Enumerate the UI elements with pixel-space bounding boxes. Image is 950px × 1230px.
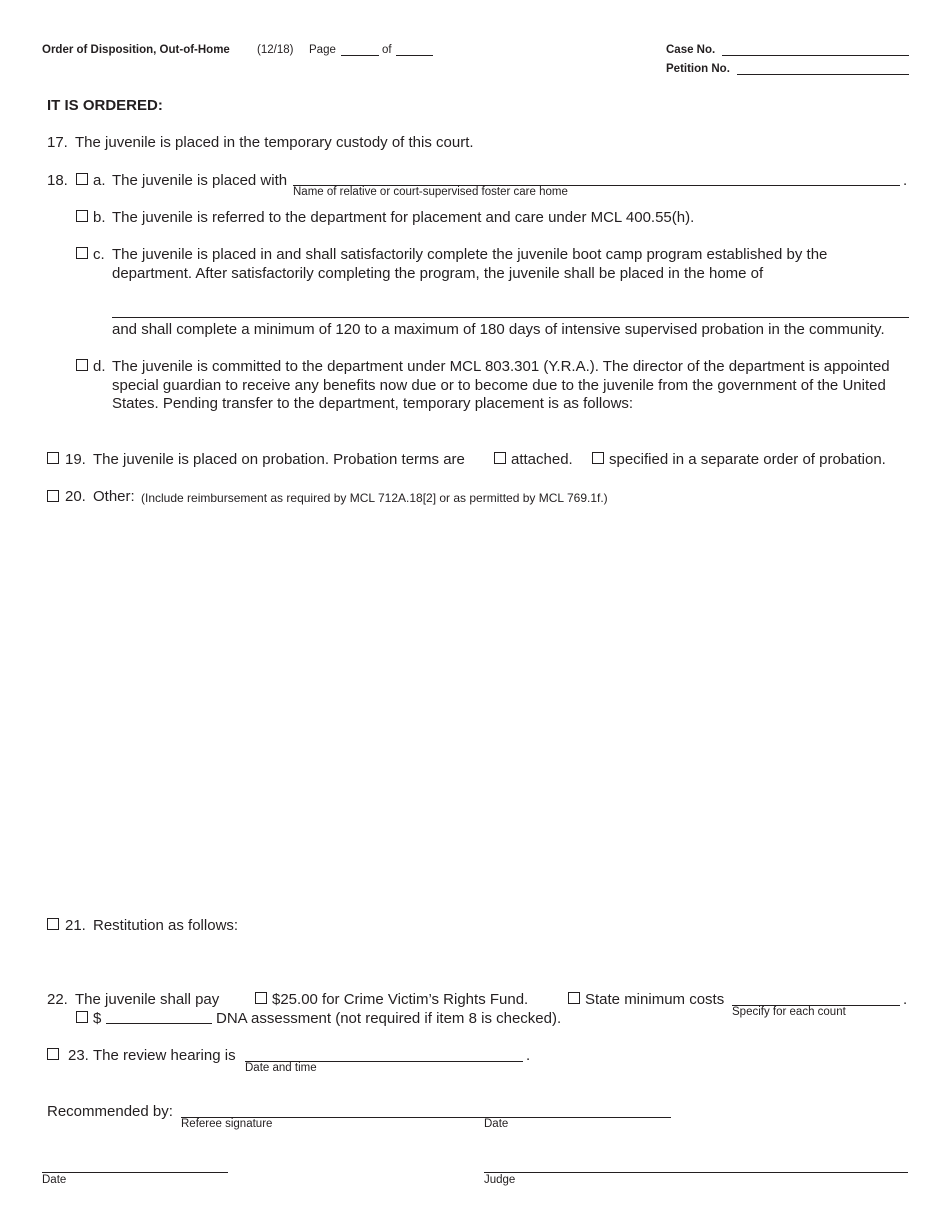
judge-date-caption: Date (42, 1174, 67, 1186)
judge-date-field[interactable] (42, 1172, 228, 1173)
item-20-checkbox[interactable] (47, 490, 59, 502)
item-21-checkbox[interactable] (47, 918, 59, 930)
item-20-number: 20. (65, 488, 86, 505)
state-minimum-costs-checkbox[interactable] (568, 992, 580, 1004)
case-no-field[interactable] (722, 55, 909, 56)
item-18a-caption: Name of relative or court-supervised foster care home (293, 186, 568, 198)
state-minimum-costs-period: . (903, 991, 908, 1008)
item-21-number: 21. (65, 917, 86, 934)
probation-separate-order-checkbox[interactable] (592, 452, 604, 464)
item-21-text: Restitution as follows: (93, 917, 239, 934)
probation-attached-checkbox[interactable] (494, 452, 506, 464)
case-no-label: Case No. (666, 44, 716, 56)
petition-no-label: Petition No. (666, 63, 730, 75)
item-18b-text: The juvenile is referred to the department for placement and care under MCL 400.55(h). (112, 209, 695, 226)
item-19-number: 19. (65, 451, 86, 468)
referee-signature-caption: Referee signature (181, 1118, 273, 1130)
review-hearing-caption: Date and time (245, 1062, 317, 1074)
petition-no-field[interactable] (737, 74, 909, 75)
item-18d-letter: d. (93, 358, 106, 375)
item-18d-checkbox[interactable] (76, 359, 88, 371)
dna-assessment-label: DNA assessment (not required if item 8 is checked). (216, 1010, 562, 1027)
item-22-number: 22. (47, 991, 68, 1008)
item-18c-text: The juvenile is placed in and shall satisfactorily complete the juvenile boot camp program established by the department. After satisfactorily completing the program, the juvenile shall be placed in the home of (112, 246, 828, 282)
dna-assessment-checkbox[interactable] (76, 1011, 88, 1023)
item-22-text: The juvenile shall pay (75, 991, 220, 1008)
item-17-number: 17. (47, 134, 68, 151)
item-23-text: The review hearing is (93, 1047, 236, 1064)
crime-victim-fund-label: $25.00 for Crime Victim’s Rights Fund. (272, 991, 529, 1008)
item-17-text: The juvenile is placed in the temporary custody of this court. (75, 134, 474, 151)
page-number-field[interactable] (341, 55, 379, 56)
item-18d-text: The juvenile is committed to the department under MCL 803.301 (Y.R.A.). The director of the department is appointed special guardian to receive any benefits now due or to become due to the juvenile from the government of the United States. Pending transfer to the department, temporary placement is as follows: (112, 358, 890, 412)
judge-signature-caption: Judge (484, 1174, 516, 1186)
probation-separate-order-label: specified in a separate order of probation. (609, 451, 886, 468)
item-18c-home-field[interactable] (112, 317, 909, 318)
state-minimum-costs-caption: Specify for each count (732, 1006, 846, 1018)
form-version: (12/18) (257, 44, 294, 56)
recommended-by-label: Recommended by: (47, 1103, 173, 1120)
item-18b-checkbox[interactable] (76, 210, 88, 222)
dna-amount-field[interactable] (106, 1023, 212, 1024)
item-18c-text-2: and shall complete a minimum of 120 to a maximum of 180 days of intensive supervised probation in the community. (112, 321, 885, 338)
item-18a-letter: a. (93, 172, 106, 189)
item-18c-checkbox[interactable] (76, 247, 88, 259)
item-23-checkbox[interactable] (47, 1048, 59, 1060)
item-18b-letter: b. (93, 209, 106, 226)
item-20-label: Other: (93, 488, 135, 505)
referee-date-caption: Date (484, 1118, 509, 1130)
of-label: of (382, 44, 392, 56)
ordered-heading: IT IS ORDERED: (47, 97, 163, 114)
review-hearing-period: . (526, 1047, 531, 1064)
item-18a-checkbox[interactable] (76, 173, 88, 185)
item-23-number: 23. (68, 1047, 89, 1064)
item-18c-letter: c. (93, 246, 105, 263)
page-total-field[interactable] (396, 55, 433, 56)
probation-attached-label: attached. (511, 451, 573, 468)
item-19-checkbox[interactable] (47, 452, 59, 464)
judge-signature-field[interactable] (484, 1172, 908, 1173)
crime-victim-fund-checkbox[interactable] (255, 992, 267, 1004)
item-18a-text: The juvenile is placed with (112, 172, 288, 189)
dna-dollar-sign: $ (93, 1010, 102, 1027)
form-title: Order of Disposition, Out-of-Home (42, 44, 230, 56)
page-label: Page (309, 44, 336, 56)
state-minimum-costs-label: State minimum costs (585, 991, 725, 1008)
item-18-number: 18. (47, 172, 68, 189)
item-18a-period: . (903, 172, 908, 189)
item-19-text: The juvenile is placed on probation. Probation terms are (93, 451, 465, 468)
item-20-note: (Include reimbursement as required by MCL 712A.18[2] or as permitted by MCL 769.1f.) (141, 491, 608, 505)
